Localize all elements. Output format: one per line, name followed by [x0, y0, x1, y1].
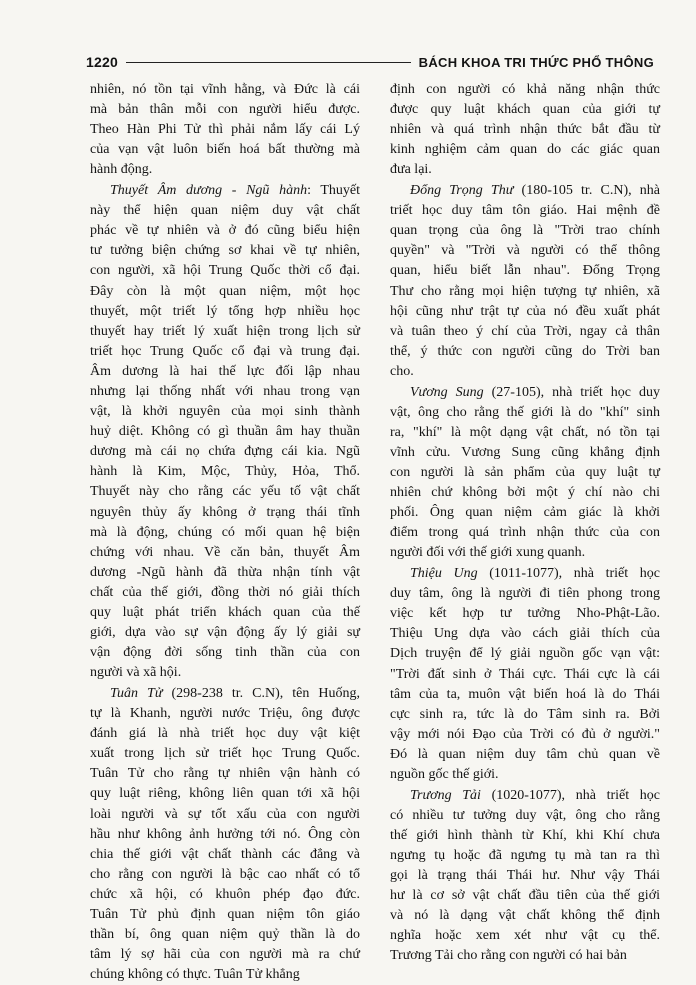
line-text: quyền" và "Trời và người có thể thông	[390, 243, 660, 259]
text-line	[90, 382, 360, 402]
line-text: người và xã hội.	[90, 665, 182, 681]
line-text: nguyên thủy ấy không ở trạng thái tĩnh	[90, 504, 360, 520]
line-text: triết học duy tâm tôn giáo. Hai mệnh đề	[390, 203, 660, 219]
line-text: phác về tự nhiên và ở đó cũng biểu hiện	[90, 223, 360, 239]
line-text: vận động đời sống tinh thần của con	[90, 645, 360, 661]
paragraph	[390, 181, 660, 382]
text-line	[390, 423, 660, 443]
line-text: quan trọng của ông là "Trời trao chính	[390, 223, 660, 239]
text-line	[390, 322, 660, 342]
text-line	[90, 342, 360, 362]
text-line	[390, 946, 660, 966]
term-heading: Tuân Tử	[110, 686, 163, 701]
line-text: triết học Trung Quốc cổ đại và trung đại.	[90, 343, 360, 359]
line-text: này thể hiện quan niệm duy vật chất	[90, 203, 360, 219]
line-text: tâm của ta, muôn vật biến hoá là do Thái	[390, 686, 660, 702]
text-line	[90, 643, 360, 663]
line-text: tâm lý sợ hãi của con người mà ra chứ	[90, 947, 360, 963]
text-line	[90, 462, 360, 482]
paragraph	[390, 564, 660, 785]
text-line	[90, 865, 360, 885]
line-text: thuyết hay triết lý xuất hiện trong lịch sử	[90, 323, 360, 339]
text-line	[390, 543, 660, 563]
line-text: vĩnh cửu. Vương Sung cũng khẳng định	[390, 444, 660, 460]
text-line	[90, 140, 360, 160]
line-text: nhiên và quá trình nhận thức bắt đầu từ	[390, 122, 660, 138]
line-text: thế giới hình thành từ Khí, khi Khí chưa	[390, 827, 660, 843]
text-line	[90, 684, 360, 704]
paragraph	[390, 383, 660, 564]
line-text: huỷ diệt. Không có gì thuần âm hay thuần	[90, 424, 360, 440]
header-rule	[126, 62, 411, 63]
text-line	[390, 866, 660, 886]
term-heading: Đổng Trọng Thư	[410, 183, 514, 199]
line-text: mà bản thân mỗi con người hiểu được.	[90, 102, 360, 118]
text-line	[390, 926, 660, 946]
text-line	[390, 160, 660, 180]
text-line	[90, 402, 360, 422]
line-text: Trương Tải cho rằng con người có hai bản	[390, 948, 627, 964]
text-line	[390, 806, 660, 826]
text-line	[390, 261, 660, 281]
line-text: giới, dựa vào sự vận động ấy lý giải sự	[90, 625, 360, 641]
line-text: Tuân Tử cho rằng tự nhiên vận hành có	[90, 766, 360, 782]
line-text: Thuyết này cho rằng các yếu tố vật chất	[90, 484, 360, 500]
text-line	[390, 886, 660, 906]
line-text: tư tưởng biện chứng sơ khai về tự nhiên,	[90, 243, 360, 259]
term-heading: Thiệu Ung	[410, 566, 478, 582]
text-line	[90, 80, 360, 100]
text-line	[90, 482, 360, 502]
term-heading: Thuyết Âm dương - Ngũ hành	[110, 183, 308, 199]
line-text: nhưng lại thống nhất với nhau trong vạn	[90, 384, 360, 399]
text-line	[90, 221, 360, 241]
line-text: Đây còn là một quan niệm, một học	[90, 283, 360, 299]
page-header	[86, 52, 654, 72]
line-text: duy tâm, ông là người đi tiên phong trong	[390, 586, 660, 602]
text-line	[90, 563, 360, 583]
line-text: Theo Hàn Phi Tử thì phải nắm lấy cái Lý	[90, 122, 360, 138]
text-line	[390, 685, 660, 705]
page-number: 1220	[86, 54, 118, 70]
line-text: quy luật riêng, không liên quan tới xã hội	[90, 786, 360, 802]
line-text: hành là Kim, Mộc, Thủy, Hỏa, Thổ.	[90, 464, 360, 480]
text-line	[390, 140, 660, 160]
text-line	[90, 282, 360, 302]
text-line	[90, 805, 360, 825]
text-line	[90, 704, 360, 724]
line-text: điểm trong quá trình nhận thức của con	[390, 525, 660, 541]
text-line	[390, 362, 660, 382]
paragraph	[90, 80, 360, 180]
line-text: định con người có khả năng nhận thức	[390, 82, 660, 97]
line-text: (1011-1077), nhà triết học	[477, 566, 660, 582]
line-text: đánh giá là nhà triết học duy vật kiệt	[90, 726, 360, 742]
line-text: đưa lại.	[390, 162, 432, 178]
text-line	[90, 945, 360, 965]
line-text: con người là sản phẩm của quy luật tự	[390, 464, 660, 480]
text-line	[390, 523, 660, 543]
line-text: việc kết hợp tư tưởng Nho-Phật-Lão.	[390, 606, 660, 622]
line-text: nhiên, nó tồn tại vĩnh hằng, và Đức là cái	[90, 82, 360, 97]
line-text: loài người và sự tốt xấu của con người	[90, 806, 360, 822]
text-line	[390, 221, 660, 241]
paragraph	[90, 684, 360, 985]
line-text: vật, ông cho rằng thế giới là do "khí" sinh	[390, 404, 660, 420]
line-text: "Trời đất sinh ở Thái cực. Thái cực là cái	[390, 666, 660, 682]
text-line	[90, 764, 360, 784]
paragraph	[390, 786, 660, 967]
running-title: BÁCH KHOA TRI THỨC PHỔ THÔNG	[418, 54, 654, 70]
term-heading: Trương Tải	[410, 787, 481, 803]
line-text: chất của thế giới, đồng thời nó giải thích	[90, 584, 360, 600]
text-line	[390, 765, 660, 785]
text-line	[390, 302, 660, 322]
text-line	[90, 845, 360, 865]
text-line	[90, 422, 360, 442]
term-heading: Vương Sung	[410, 384, 484, 400]
line-text: : Thuyết	[307, 183, 361, 199]
text-line	[90, 160, 360, 180]
line-text: thuyết, một triết lý tổng hợp nhiều học	[90, 303, 360, 319]
text-line	[90, 362, 360, 382]
line-text: (1020-1077), nhà triết học	[480, 787, 660, 803]
line-text: Thư cho rằng mọi hiện tượng tự nhiên, xã	[390, 283, 660, 299]
line-text: quan, hiểu biết lẫn nhau". Đổng Trọng	[390, 263, 660, 279]
text-line	[90, 201, 360, 221]
text-line	[90, 583, 360, 603]
line-text: vật, là khởi nguyên của mọi sinh thành	[90, 404, 360, 420]
line-text: ra, "khí" là một dạng vật chất, nó tồn tại	[390, 424, 660, 440]
text-line	[390, 786, 660, 806]
text-line	[390, 80, 660, 100]
text-line	[90, 100, 360, 120]
text-line	[390, 564, 660, 584]
text-line	[90, 905, 360, 925]
text-line	[390, 665, 660, 685]
text-line	[390, 826, 660, 846]
text-line	[390, 846, 660, 866]
text-line	[90, 543, 360, 563]
line-text: (298-238 tr. C.N), tên Huống,	[162, 686, 361, 701]
text-line	[90, 744, 360, 764]
text-line	[390, 745, 660, 765]
line-text: Thiệu Ung dựa vào cách giải thích của	[390, 626, 660, 642]
text-line	[90, 120, 360, 140]
line-text: Đó là quan niệm duy tâm chủ quan về	[390, 746, 660, 762]
line-text: tự là Khanh, người nước Triệu, ông được	[90, 706, 360, 722]
text-line	[90, 603, 360, 623]
text-line	[90, 825, 360, 845]
line-text: dương mà cái nọ chứa đựng cái kia. Ngũ	[90, 444, 360, 460]
line-text: cho rằng con người là bậc cao nhất có tổ	[90, 866, 360, 882]
line-text: nghĩa hoặc xem xét như vật cụ thể.	[390, 928, 660, 944]
text-line	[90, 181, 360, 201]
line-text: của vạn vật luôn biến hoá bất thường mà	[90, 142, 360, 158]
line-text: hầu như không ảnh hưởng tới nó. Ông còn	[90, 826, 360, 842]
text-line	[390, 443, 660, 463]
paragraph	[390, 80, 660, 180]
text-line	[90, 724, 360, 744]
line-text: quy luật phát triển khách quan của thế	[90, 605, 360, 621]
text-line	[90, 442, 360, 462]
line-text: Âm dương là hai thế lực đối lập nhau	[90, 363, 360, 379]
line-text: chúng không có thực. Tuân Tử khẳng	[90, 967, 300, 983]
text-line	[90, 322, 360, 342]
line-text: con người, xã hội Trung Quốc thời cổ đại.	[90, 263, 360, 279]
text-line	[390, 705, 660, 725]
line-text: nhiên chứ không bởi một ý chí nào chi	[390, 485, 660, 501]
line-text: Tuân Tử phủ định quan niệm tôn giáo	[90, 907, 360, 923]
left-column	[90, 80, 360, 985]
text-line	[90, 241, 360, 261]
text-line	[390, 100, 660, 120]
text-line	[90, 925, 360, 945]
line-text: Dịch truyện để lý giải nguồn gốc vạn vật:	[390, 646, 660, 662]
line-text: được quy luật khách quan của giới tự	[390, 102, 660, 118]
text-line	[90, 885, 360, 905]
line-text: cho.	[390, 363, 414, 379]
text-line	[90, 261, 360, 281]
text-line	[390, 584, 660, 604]
text-line	[390, 403, 660, 423]
text-line	[390, 483, 660, 503]
text-line	[390, 342, 660, 362]
line-text: (180-105 tr. C.N), nhà	[513, 183, 660, 199]
paragraph	[90, 181, 360, 683]
line-text: (27-105), nhà triết học duy	[483, 384, 660, 400]
text-line	[390, 906, 660, 926]
text-line	[390, 644, 660, 664]
text-line	[90, 663, 360, 683]
line-text: xuất trong lịch sử triết học Trung Quốc.	[90, 746, 360, 762]
text-line	[390, 201, 660, 221]
text-line	[390, 120, 660, 140]
line-text: nguồn gốc thế giới.	[390, 766, 499, 782]
text-line	[390, 181, 660, 201]
line-text: và tuân theo ý chí của Trời, ngay cả thân	[390, 323, 660, 339]
line-text: thể, ý thức con người cũng do Trời ban	[390, 343, 660, 359]
text-line	[90, 302, 360, 322]
line-text: có nhiều tư tưởng duy vật, ông cho rằng	[390, 807, 660, 823]
line-text: hội cũng như trật tự của nó đều xuất phát	[390, 303, 660, 319]
line-text: chức xã hội, có khuôn phép đạo đức.	[90, 886, 360, 902]
line-text: và nó là dạng vật chất không thể định	[390, 908, 660, 924]
line-text: chia thế giới vật chất thành các đẳng và	[90, 846, 360, 862]
text-line	[90, 784, 360, 804]
text-line	[90, 965, 360, 985]
line-text: hành động.	[90, 162, 153, 178]
text-line	[390, 241, 660, 261]
line-text: ngưng tụ hoặc đã ngưng tụ mà tan ra thì	[390, 847, 660, 863]
text-line	[90, 623, 360, 643]
line-text: dương -Ngũ hành đã thừa nhận tính vật	[90, 564, 360, 580]
text-line	[390, 604, 660, 624]
text-line	[390, 503, 660, 523]
line-text: kinh nghiệm cảm quan do các giác quan	[390, 142, 660, 158]
text-line	[90, 503, 360, 523]
text-line	[390, 624, 660, 644]
line-text: mà là động, chúng có mối quan hệ biện	[90, 524, 360, 540]
line-text: chứng với nhau. Về căn bản, thuyết Âm	[90, 544, 360, 560]
text-line	[390, 725, 660, 745]
line-text: vậy mới nói Đạo của Trời có đủ ở người."	[390, 726, 660, 742]
line-text: thần bí, ông quan niệm quỷ thần là do	[90, 927, 360, 943]
text-line	[390, 282, 660, 302]
right-column	[390, 80, 660, 967]
text-line	[90, 523, 360, 543]
text-line	[390, 463, 660, 483]
line-text: hư là cơ sở vật chất đầu tiên của thế giới	[390, 888, 660, 904]
line-text: người đối với thế giới xung quanh.	[390, 545, 586, 561]
text-line	[390, 383, 660, 403]
line-text: phối. Ông quan niệm cảm giác là khởi	[390, 505, 660, 521]
line-text: cực sinh ra, tức là do Tâm sinh ra. Bởi	[390, 706, 660, 722]
line-text: gọi là trạng thái Thái hư. Như vậy Thái	[390, 868, 660, 884]
